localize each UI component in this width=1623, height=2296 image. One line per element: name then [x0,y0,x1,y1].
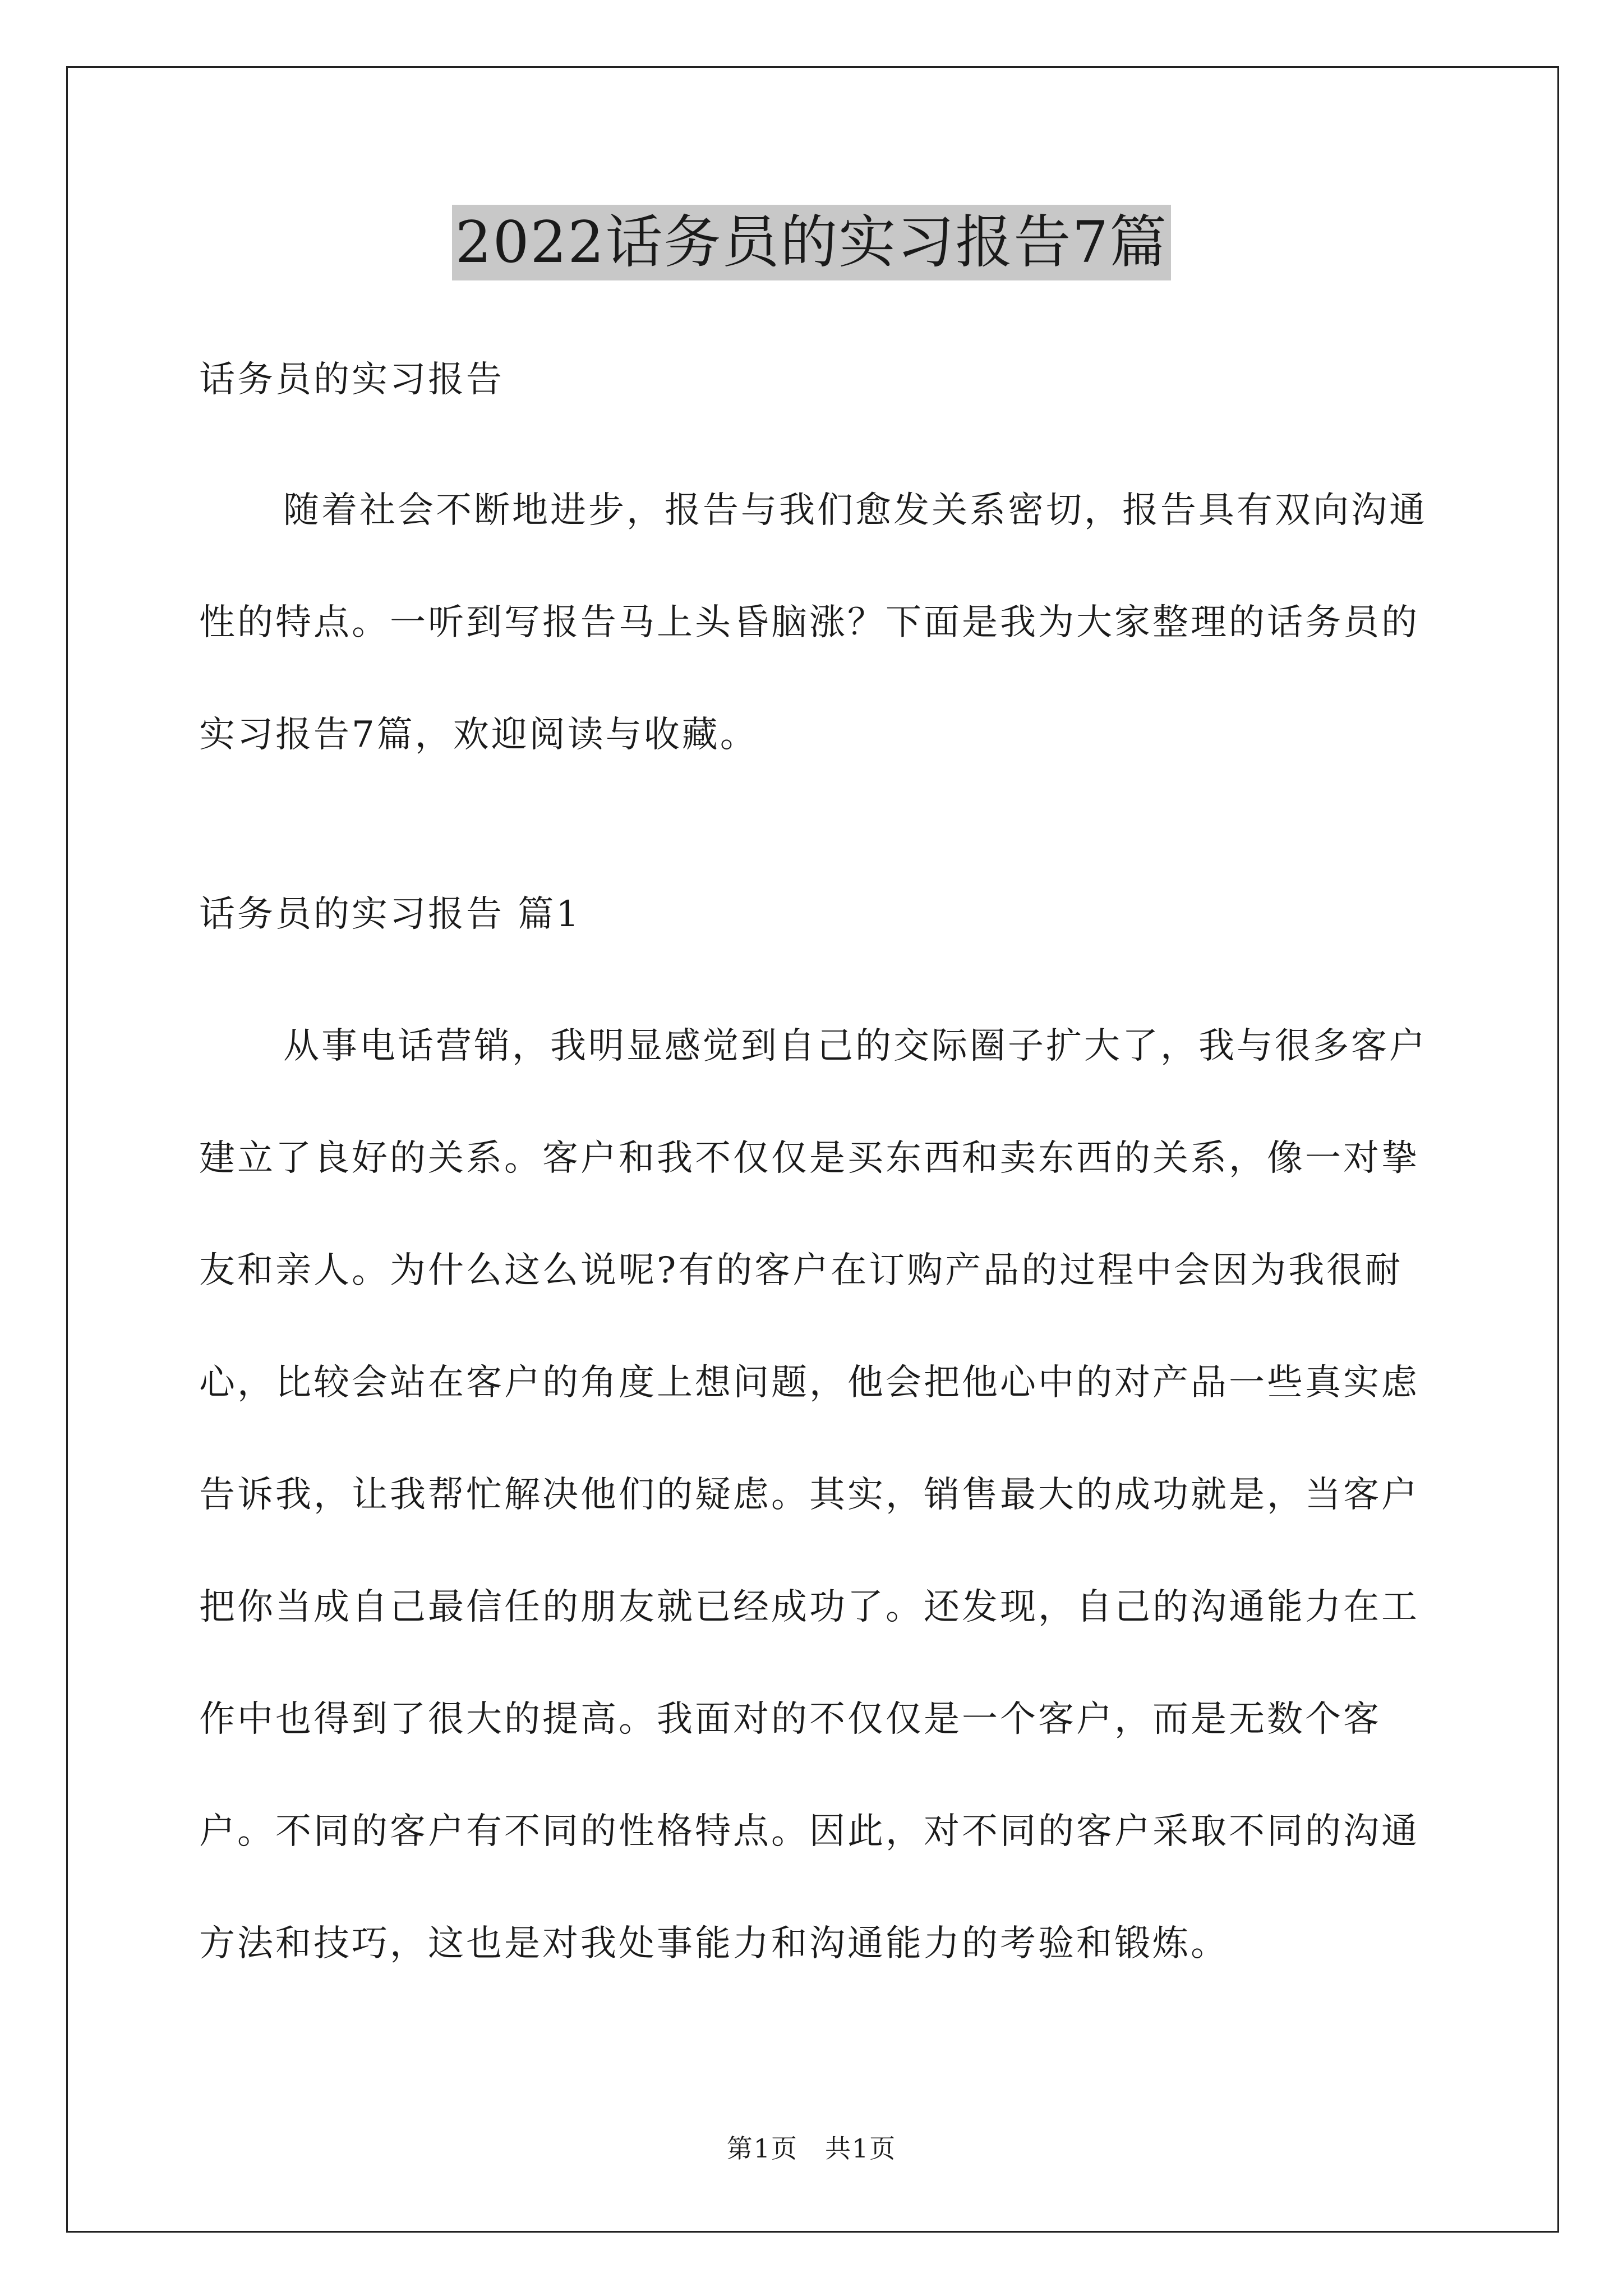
section1-body: 从事电话营销，我明显感觉到自己的交际圈子扩大了，我与很多客户建立了良好的关系。客户和我不仅仅是买东西和卖东西的关系，像一对挚友和亲人。为什么这么说呢?有的客户在订购产品的过程中会因为我很耐心，比较会站在客户的角度上想问题，他会把他心中的对产品一些真实虑告诉我，让我帮忙解决他们的疑虑。其实，销售最大的成功就是，当客户把你当成自己最信任的朋友就已经成功了。还发现，自己的沟通能力在工作中也得到了很大的提高。我面对的不仅仅是一个客户，而是无数个客户。不同的客户有不同的性格特点。因此，对不同的客户采取不同的沟通方法和技巧，这也是对我处事能力和沟通能力的考验和锻炼。 [199,1025,1427,1964]
section-heading: 话务员的实习报告 [199,359,504,401]
intro-paragraph: 随着社会不断地进步，报告与我们愈发关系密切，报告具有双向沟通性的特点。一听到写报告马上头昏脑涨？下面是我为大家整理的话务员的实习报告7篇，欢迎阅读与收藏。 [199,490,1427,756]
section1-heading: 话务员的实习报告 篇1 [199,894,582,935]
document-title: 2022话务员的实习报告7篇 [452,205,1171,280]
title-container [0,205,1623,280]
page-footer: 第1页 共1页 [726,2133,897,2164]
